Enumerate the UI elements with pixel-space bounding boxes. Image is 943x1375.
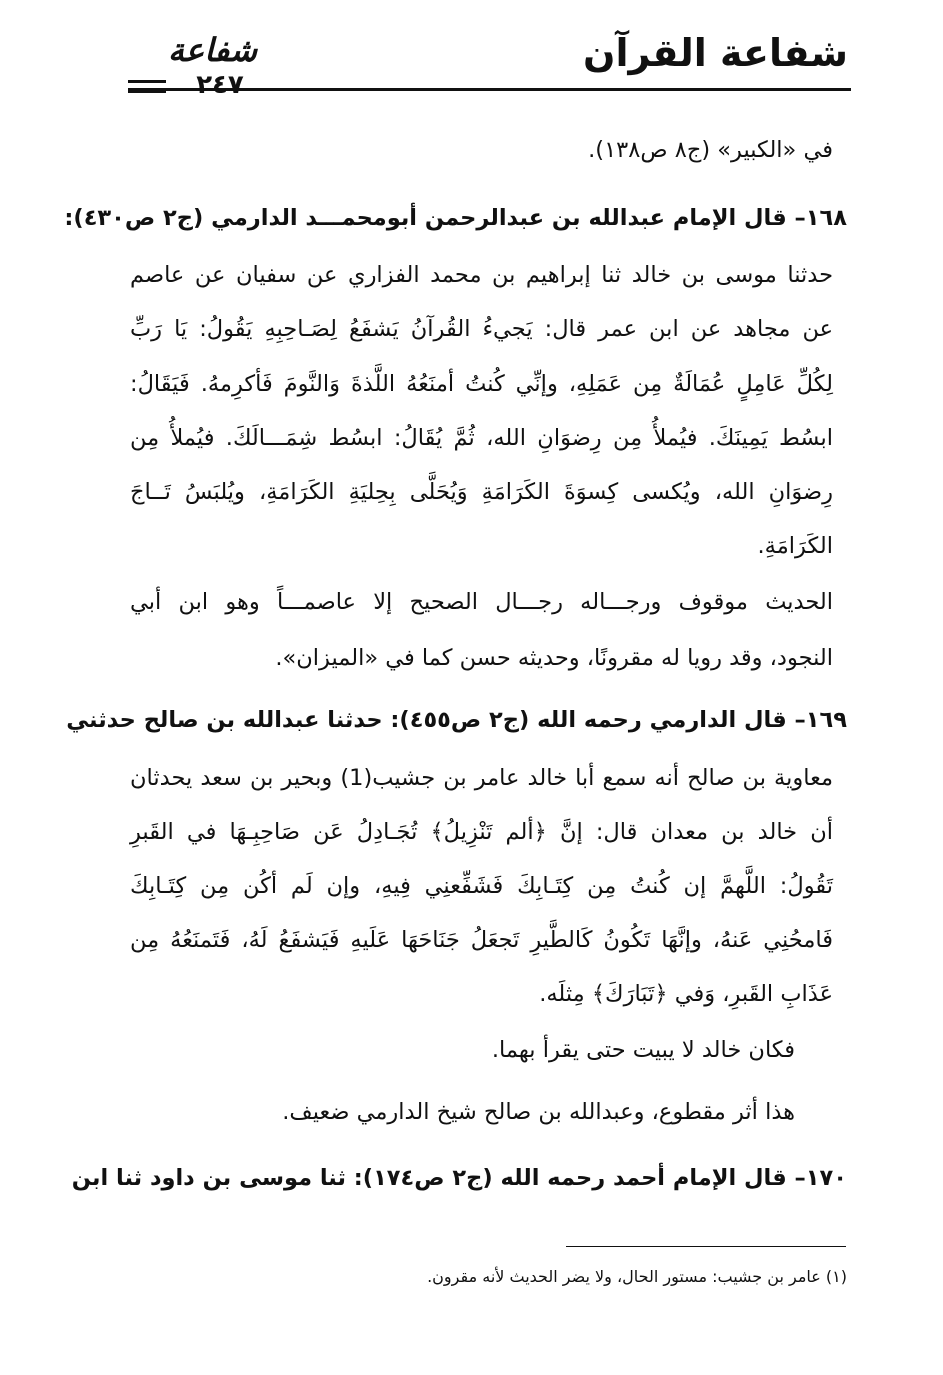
text-line: في «الكبير» (ج٨ ص١٣٨).: [588, 137, 833, 163]
commentary-line: النجود، وقد رويا له مقرونًا، وحديثه حسن كما في «الميزان».: [275, 645, 833, 671]
text-line: تَقُولُ: اللَّهمَّ إن كُنتُ مِن كِتَـابِكَ فَشَفِّعنِي فِيهِ، وإن لَم أكُن مِن كِتَـابِكَ: [130, 873, 833, 899]
commentary-line: الحديث موقوف ورجـــاله رجـــال الصحيح إلا عاصمـــاً وهو ابن أبي: [130, 589, 833, 615]
text-line: فَامحُنِي عَنهُ، وإنَّهَا تَكُونُ كَالطَّيرِ تَجعَلُ جَنَاحَهَا عَلَيهِ فَيَشفَعُ لَهُ، فَتَمنَعُهُ مِن: [130, 927, 833, 953]
hadith-heading-168: ١٦٨– قال الإمام عبدالله بن عبدالرحمن أبومحمـــد الدارمي (ج٢ ص٤٣٠):: [64, 205, 847, 231]
text-line: أن خالد بن معدان قال: إنَّ ﴿ألم تَنْزِيلُ﴾ تُجَـادِلُ عَن صَاحِبِـهَا في القَبرِ: [130, 819, 833, 845]
text-line: عَذَابِ القَبرِ، وَفي ﴿تَبَارَكَ﴾ مِثلَه.: [539, 981, 833, 1007]
page-number: ٢٤٧: [196, 70, 244, 100]
header-dash-top: [128, 80, 166, 83]
footnote: (١) عامر بن جشيب: مستور الحال، ولا يضر الحديث لأنه مقرون.: [427, 1267, 847, 1286]
text-line: ابسُط يَمِينَكَ. فيُملأُ مِن رِضوَانِ الله، ثُمَّ يُقَالُ: ابسُط شِمَـــالَكَ. فيُملأُ مِن: [130, 425, 833, 451]
text-line: لِكُلِّ عَامِلٍ عُمَالَةٌ مِن عَمَلِهِ، وإنِّي كُنتُ أمنَعُهُ اللَّذةَ وَالنَّومَ فَأكرِمهُ. فَيَقَالُ:: [130, 371, 833, 397]
text-line: الكَرَامَةِ.: [757, 533, 833, 559]
header-dash-bottom: [128, 90, 166, 93]
text-line: حدثنا موسى بن خالد ثنا إبراهيم بن محمد الفزاري عن سفيان عن عاصم: [130, 262, 833, 288]
page-title: شفاعة القرآن: [583, 31, 848, 75]
hadith-heading-170: ١٧٠– قال الإمام أحمد رحمه الله (ج٢ ص١٧٤): ثنا موسى بن داود ثنا ابن: [71, 1165, 847, 1191]
hadith-heading-169: ١٦٩– قال الدارمي رحمه الله (ج٢ ص٤٥٥): حدثنا عبدالله بن صالح حدثني: [66, 707, 847, 733]
text-line: فكان خالد لا يبيت حتى يقرأ بهما.: [491, 1037, 795, 1063]
footnote-rule: [566, 1246, 846, 1247]
text-line: عن مجاهد عن ابن عمر قال: يَجيءُ القُرآنُ يَشفَعُ لِصَـاحِبِهِ يَقُولُ: يَا رَبِّ: [130, 316, 833, 342]
text-line: رِضوَانِ الله، ويُكسى كِسوَةَ الكَرَامَةِ وَيُحَلَّى بِحِليَةِ الكَرَامَةِ، ويُلبَسُ تَــاجَ: [130, 479, 833, 505]
book-logo: شفاعة: [168, 31, 257, 69]
text-line: معاوية بن صالح أنه سمع أبا خالد عامر بن جشيب(1) وبحير بن سعد يحدثان: [130, 765, 833, 791]
commentary-line: هذا أثر مقطوع، وعبدالله بن صالح شيخ الدارمي ضعيف.: [282, 1099, 795, 1125]
